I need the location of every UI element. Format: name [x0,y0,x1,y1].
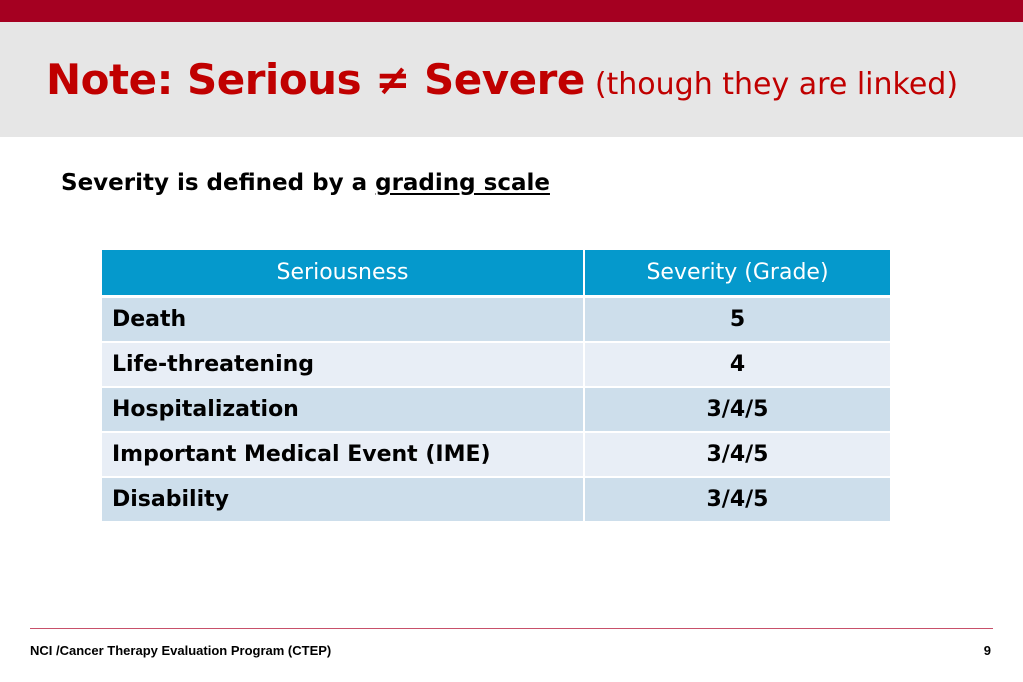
seriousness-cell: Hospitalization [102,387,584,432]
seriousness-severity-table [102,250,890,523]
intro-text [61,166,550,200]
seriousness-cell: Disability [102,477,584,522]
footer-divider [30,628,993,629]
grade-cell: 3/4/5 [584,477,890,522]
grade-cell: 5 [584,297,890,343]
slide-title [46,52,958,113]
grade-cell: 4 [584,342,890,387]
top-accent-bar [0,0,1023,22]
table-row [102,387,890,432]
page-number: 9 [983,643,991,658]
column-header-severity: Severity (Grade) [584,250,890,297]
slide-title-main: Note: Serious ≠ Severe [46,55,585,104]
footer-source: NCI /Cancer Therapy Evaluation Program (CTEP) [30,643,332,658]
table-row [102,342,890,387]
grade-cell: 3/4/5 [584,432,890,477]
table-header-row [102,250,890,297]
seriousness-cell: Life-threatening [102,342,584,387]
seriousness-cell: Important Medical Event (IME) [102,432,584,477]
seriousness-cell: Death [102,297,584,343]
column-header-seriousness: Seriousness [102,250,584,297]
table-row [102,297,890,343]
table-row [102,477,890,522]
table-row [102,432,890,477]
intro-text-lead: Severity is defined by a [61,170,376,196]
grading-scale-link[interactable]: grading scale [375,170,550,196]
slide-title-note: (though they are linked) [594,67,959,102]
grade-cell: 3/4/5 [584,387,890,432]
